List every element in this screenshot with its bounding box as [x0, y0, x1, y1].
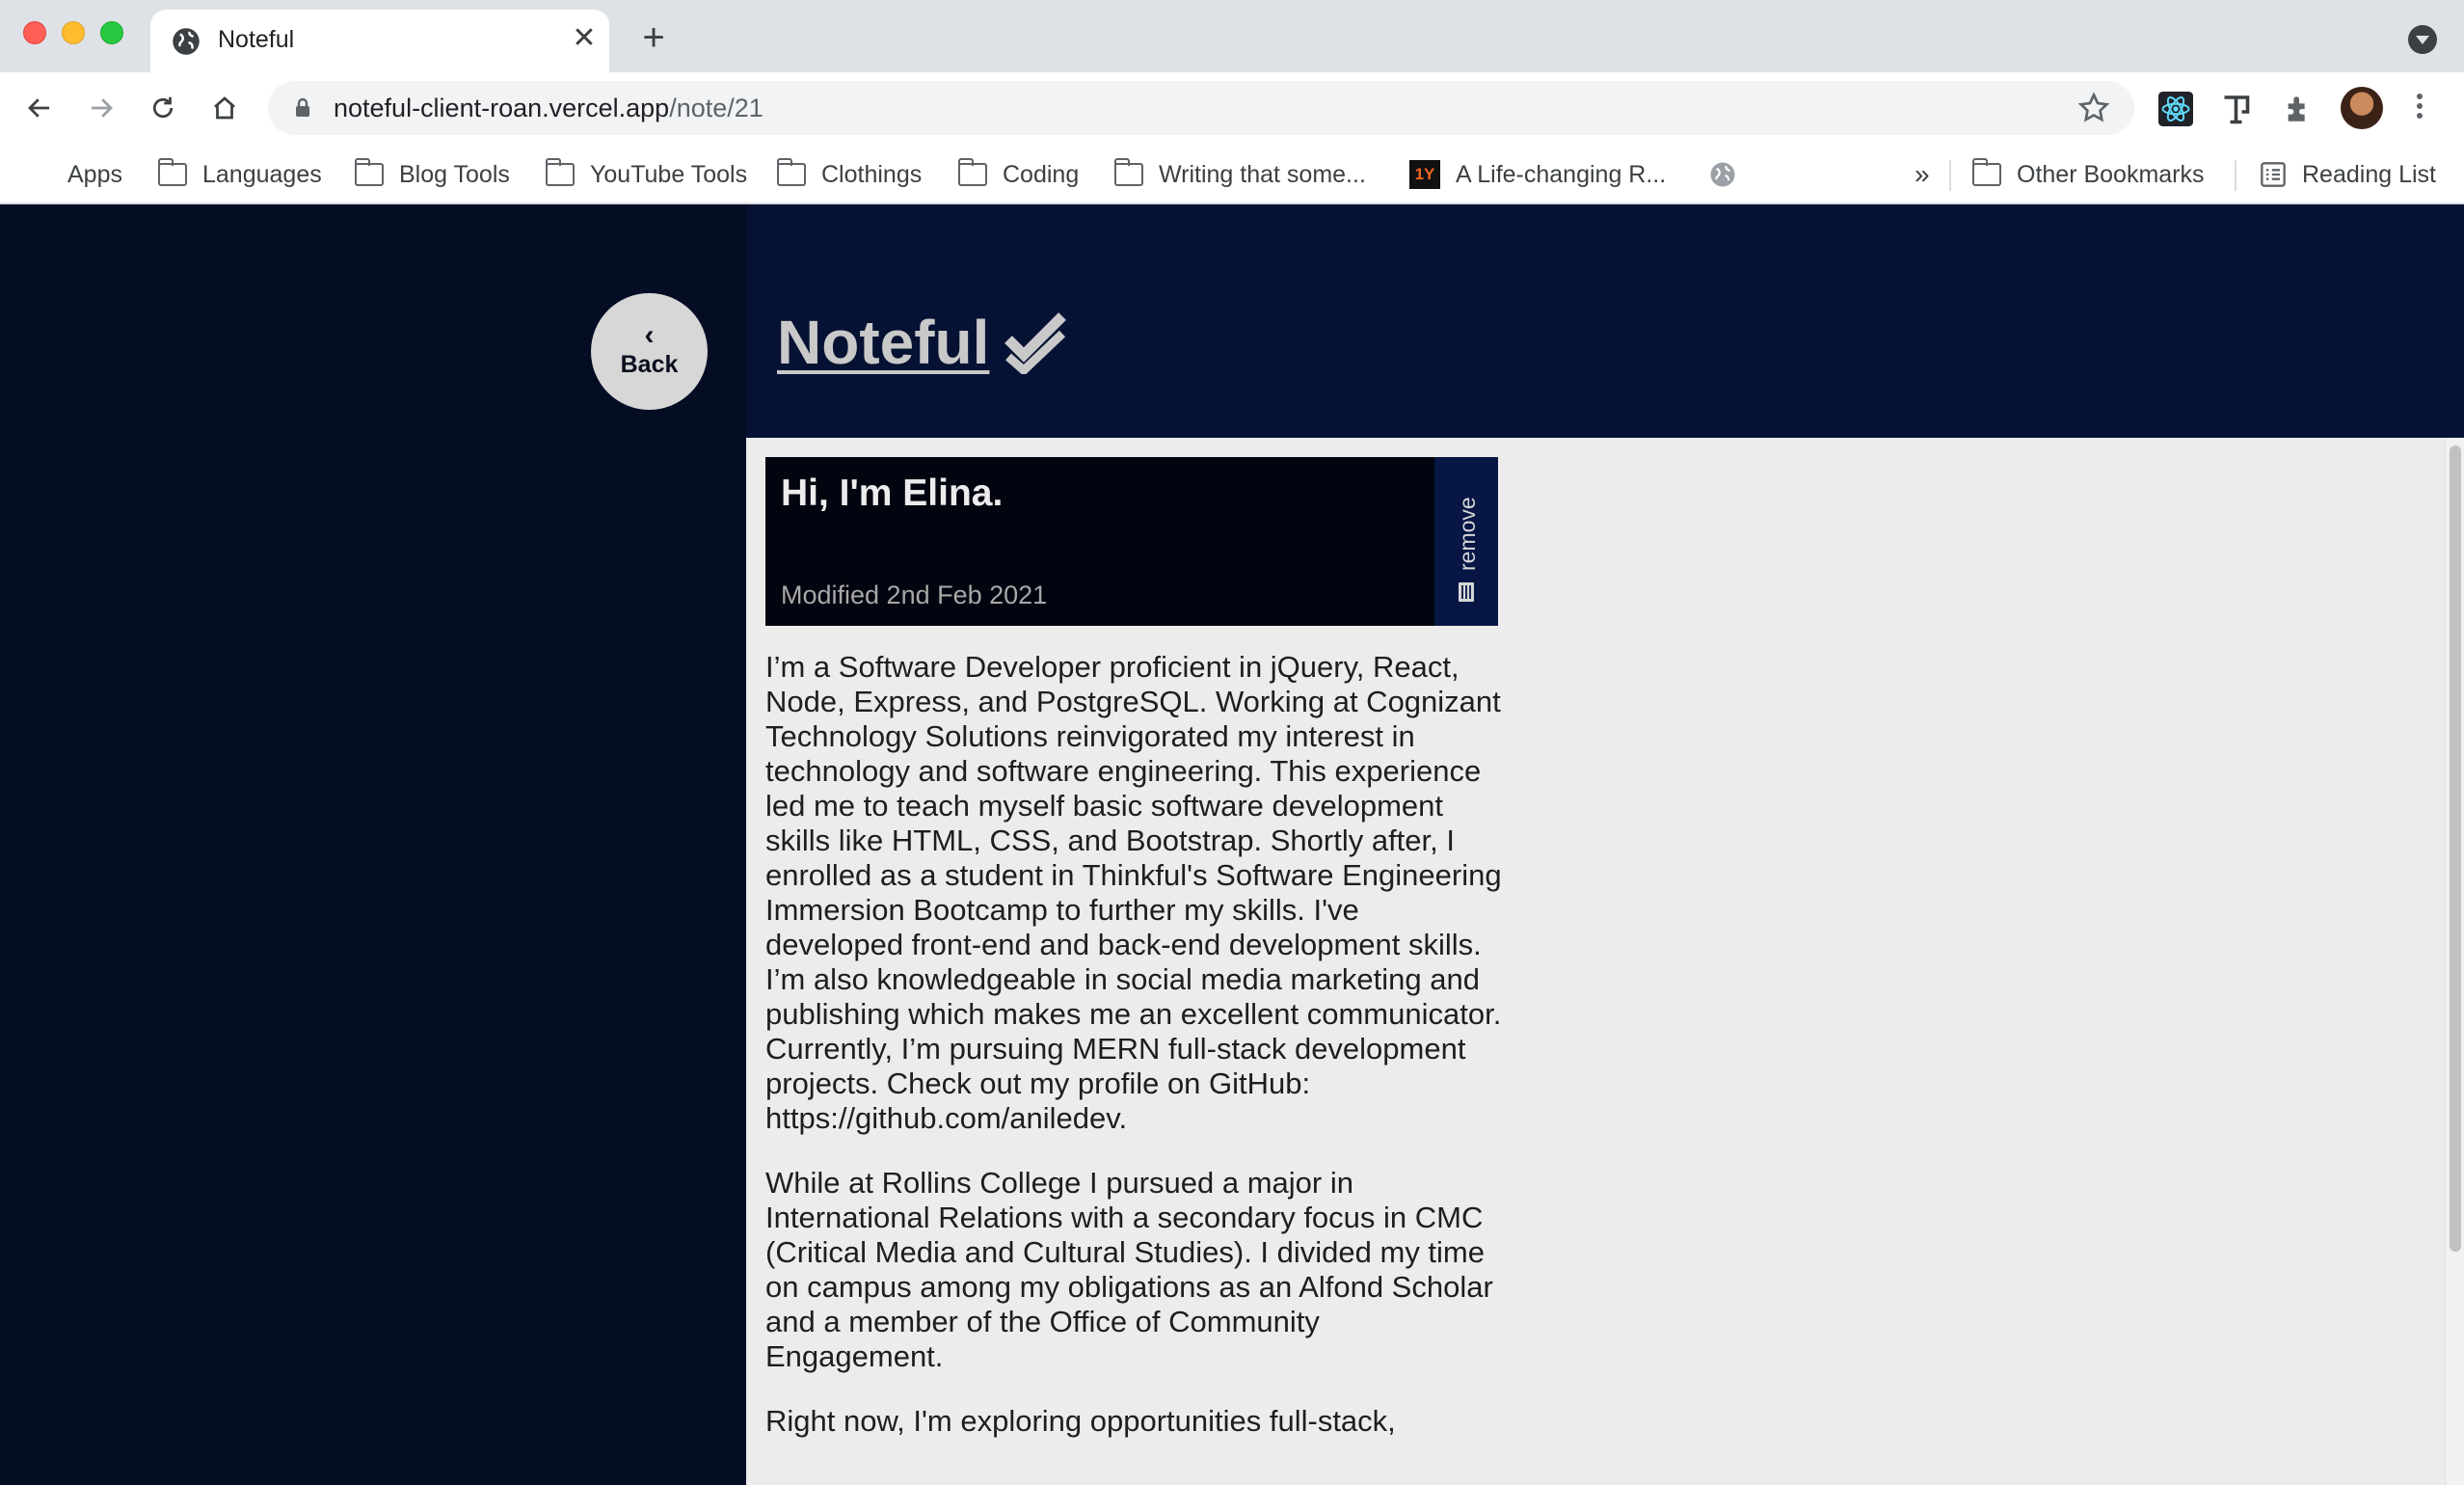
- trash-icon: [1455, 580, 1478, 604]
- back-arrow-icon[interactable]: [17, 86, 62, 130]
- bookmark-life-changing[interactable]: 1Y A Life-changing R...: [1409, 156, 1666, 193]
- app-title-link[interactable]: Noteful: [777, 308, 990, 377]
- folder-icon: [958, 163, 987, 186]
- note-title: Hi, I'm Elina.: [781, 472, 1004, 514]
- tab-search-icon[interactable]: [2408, 25, 2437, 54]
- home-icon[interactable]: [202, 86, 247, 130]
- reload-icon[interactable]: [141, 86, 185, 130]
- globe-icon: [1708, 160, 1737, 189]
- double-check-icon: [1004, 310, 1072, 374]
- tab-title: Noteful: [218, 26, 295, 53]
- bookmark-apps[interactable]: Apps: [25, 156, 122, 193]
- folder-icon: [546, 163, 575, 186]
- bookmark-globe[interactable]: [1708, 156, 1737, 193]
- note-paragraph: While at Rollins College I pursued a major in International Relations with a secondary focus in CMC (Critical Media and Cultural Studies). I divided my time on campus among my obligations as an Alfond Scholar and a member of the Office of Community Engagement.: [765, 1166, 1493, 1373]
- window-zoom-button[interactable]: [100, 21, 123, 44]
- folder-icon: [158, 163, 187, 186]
- profile-avatar[interactable]: [2341, 87, 2383, 129]
- brand: [777, 307, 1072, 378]
- back-label: Back: [620, 351, 679, 378]
- app-header: [746, 204, 2464, 438]
- folder-icon: [355, 163, 384, 186]
- extensions-puzzle-icon[interactable]: [2279, 89, 2319, 129]
- react-devtools-icon[interactable]: [2156, 89, 2196, 129]
- bookmarks-overflow-button[interactable]: »: [1915, 159, 1930, 189]
- forward-arrow-icon[interactable]: [79, 86, 123, 130]
- tab-close-icon[interactable]: ✕: [572, 22, 597, 54]
- note-main: [746, 438, 2464, 1485]
- back-button[interactable]: [591, 293, 708, 410]
- window-minimize-button[interactable]: [62, 21, 85, 44]
- text-extension-icon[interactable]: [2217, 89, 2258, 129]
- lock-icon[interactable]: [291, 96, 314, 120]
- bookmarks-separator: [1949, 160, 1951, 191]
- note-card: [765, 457, 1498, 626]
- browser-toolbar: [0, 72, 2464, 145]
- other-bookmarks[interactable]: Other Bookmarks: [1972, 156, 2205, 193]
- scrollbar-thumb[interactable]: [2450, 446, 2461, 1252]
- bookmark-clothings[interactable]: Clothings: [777, 156, 922, 193]
- folder-icon: [777, 163, 806, 186]
- folder-icon: [1972, 163, 2001, 186]
- page-viewport: [0, 204, 2464, 1485]
- bookmark-blog-tools[interactable]: Blog Tools: [355, 156, 510, 193]
- 1y-favicon: 1Y: [1409, 160, 1440, 189]
- remove-label: remove: [1455, 497, 1480, 571]
- window-close-button[interactable]: [23, 21, 46, 44]
- note-modified-date: Modified 2nd Feb 2021: [781, 580, 1048, 609]
- reading-list-icon: [2260, 161, 2287, 188]
- sidebar: [0, 204, 746, 1485]
- bookmarks-bar: [0, 145, 2464, 204]
- globe-icon: [172, 27, 201, 56]
- url-text[interactable]: noteful-client-roan.vercel.app/note/21: [334, 94, 763, 122]
- bookmark-languages[interactable]: Languages: [158, 156, 322, 193]
- browser-tab[interactable]: [150, 10, 609, 72]
- chevron-left-icon: ‹: [644, 319, 655, 351]
- note-content: [765, 650, 1504, 1469]
- bookmark-coding[interactable]: Coding: [958, 156, 1079, 193]
- bookmark-star-icon[interactable]: [2076, 91, 2111, 125]
- bookmarks-separator: [2235, 160, 2236, 191]
- note-paragraph: Right now, I'm exploring opportunities full-stack,: [765, 1404, 1396, 1438]
- browser-menu-icon[interactable]: [2410, 90, 2429, 128]
- address-bar[interactable]: [268, 81, 2134, 135]
- bookmark-writing[interactable]: Writing that some...: [1114, 156, 1366, 193]
- reading-list[interactable]: Reading List: [2260, 156, 2436, 193]
- tab-strip: [0, 0, 2464, 72]
- new-tab-button[interactable]: +: [642, 16, 665, 59]
- folder-icon: [1114, 163, 1143, 186]
- note-paragraph: I’m a Software Developer proficient in jQuery, React, Node, Express, and PostgreSQL. Working at Cognizant Technology Solutions reinvigorated my interest in technology and software engineering. This experience led me to teach myself basic software development skills like HTML, CSS, and Bootstrap. Shortly after, I enrolled as a student in Thinkful's Software Engineering Immersion Bootcamp to further my skills. I've developed front-end and back-end development skills. I’m also knowledgeable in social media marketing and publishing which makes me an excellent communicator. Currently, I’m pursuing MERN full-stack development projects. Check out my profile on GitHub: https://github.com/aniledev.: [765, 650, 1502, 1135]
- apps-grid-icon: [25, 161, 52, 188]
- bookmark-youtube-tools[interactable]: YouTube Tools: [546, 156, 747, 193]
- scrollbar[interactable]: [2445, 438, 2464, 1485]
- remove-note-button[interactable]: [1434, 457, 1498, 626]
